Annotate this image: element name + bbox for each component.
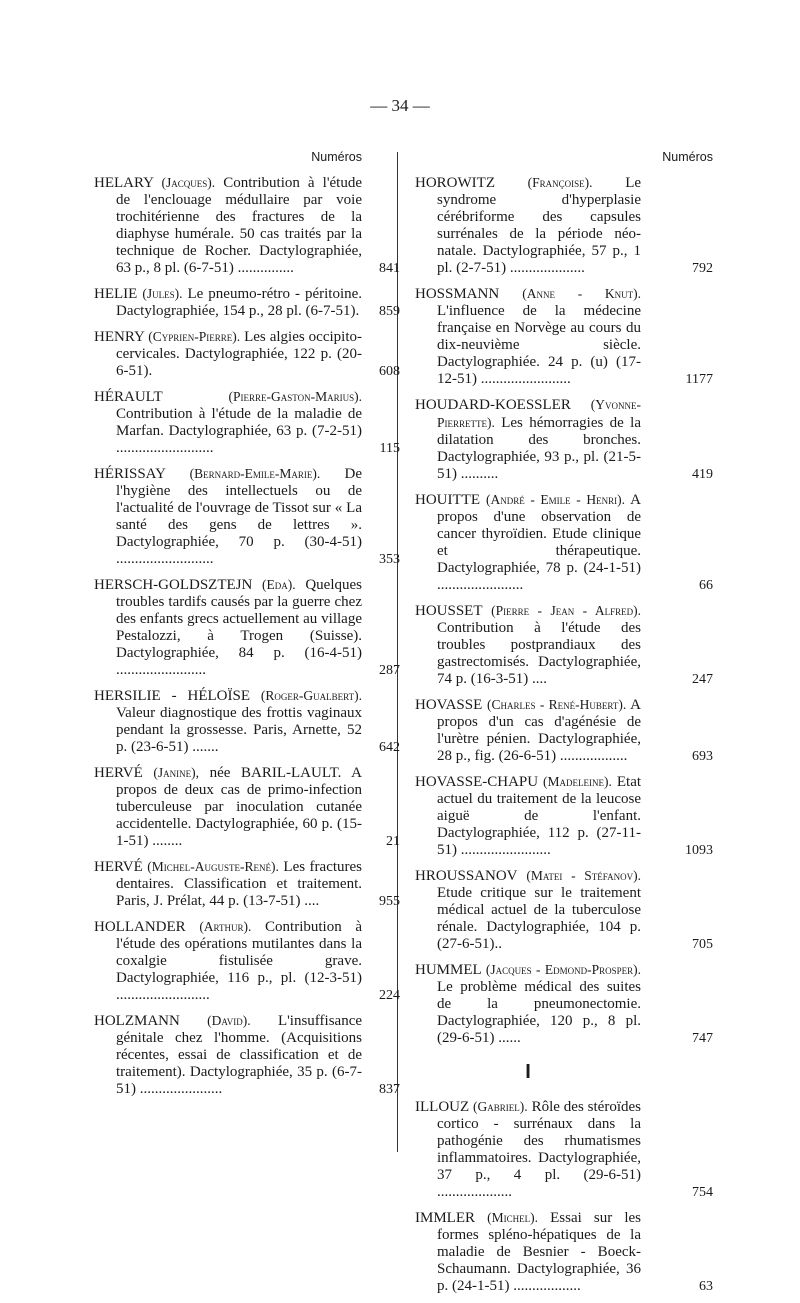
index-entry xyxy=(415,602,713,688)
entry-first-names: (André - Emile - Henri). xyxy=(485,492,625,507)
entry-surname: ILLOUZ xyxy=(415,1099,470,1115)
entry-description: Quelques troubles tardifs causés par la guerre chez des enfants grecs actuellement au village Pestalozzi, à Trogen (Suisse). Dactylographiée, 84 p. (16-4-51) ........................ xyxy=(116,577,362,678)
index-entry xyxy=(94,918,400,1004)
entry-number: 705 xyxy=(692,937,713,952)
entry-surname: HROUSSANOV xyxy=(415,868,518,884)
column-header-left: Numéros xyxy=(311,150,362,164)
entry-text xyxy=(415,1209,641,1295)
entry-number: 747 xyxy=(692,1031,713,1046)
index-entry xyxy=(94,687,400,756)
entry-text xyxy=(94,687,362,756)
entry-number: 792 xyxy=(692,261,713,276)
entry-text xyxy=(94,858,362,910)
entry-surname: HERVÉ xyxy=(94,859,143,875)
entry-description: Contribution à l'étude de la maladie de Marfan. Dactylographiée, 63 p. (7-2-51) .......................... xyxy=(116,406,362,456)
entry-number: 1093 xyxy=(685,843,713,858)
right-entry-list xyxy=(415,174,715,1047)
entry-surname: IMMLER xyxy=(415,1210,475,1226)
entry-description: née BARIL-LAULT. A propos de deux cas de primo-infection tuberculeuse par inoculation cutanée accidentelle. Dactylographiée, 60 p. (15-1-51) ........ xyxy=(116,765,363,849)
entry-description: Les algies occipito-cervicales. Dactylographiée, 122 p. (20-6-51). xyxy=(116,329,362,379)
index-entry xyxy=(415,867,713,953)
entry-number: 247 xyxy=(692,672,713,687)
entry-text xyxy=(415,491,641,594)
entry-first-names: (Anne - Knut). xyxy=(522,286,642,301)
entry-description: Valeur diagnostique des frottis vaginaux pendant la grossesse. Paris, Arnette, 52 p. (23-6-51) ....... xyxy=(116,705,362,755)
index-entry xyxy=(94,465,400,568)
right-column xyxy=(415,150,715,1303)
entry-number: 63 xyxy=(699,1279,713,1294)
entry-number: 754 xyxy=(692,1185,713,1200)
entry-description: Le syndrome d'hyperplasie cérébriforme des capsules surrénales de la période néo-natale. Dactylographiée, 57 p., 1 pl. (2-7-51) .................... xyxy=(437,175,642,276)
entry-text xyxy=(415,602,641,688)
entry-text xyxy=(415,867,641,953)
entry-description: L'influence de la médecine française en Norvège au cours du dix-neuvième siècle. Dactylographiée. 24 p. (u) (17-12-51) ........................ xyxy=(437,303,641,387)
index-entry xyxy=(415,285,713,388)
index-entry xyxy=(94,285,400,320)
entry-description: Le pneumo-rétro - péritoine. Dactylographiée, 154 p., 28 pl. (6-7-51). xyxy=(116,286,363,319)
entry-description: Contribution à l'étude de l'enclouage médullaire par voie trochitérienne des fractures de la diaphyse humérale. 50 cas traités par la technique de Rocher. Dactylographiée, 63 p., 8 pl. (6-7-51) ............... xyxy=(116,175,363,276)
entry-number: 287 xyxy=(379,663,400,678)
index-entry xyxy=(415,696,713,765)
right-entry-list-i xyxy=(415,1098,715,1295)
entry-surname: HERVÉ xyxy=(94,765,143,781)
entry-number: 353 xyxy=(379,552,400,567)
entry-number: 21 xyxy=(386,834,400,849)
column-header-right: Numéros xyxy=(662,150,713,164)
entry-number: 837 xyxy=(379,1082,400,1097)
entry-text xyxy=(415,174,641,277)
entry-number: 642 xyxy=(379,740,400,755)
entry-first-names: (Arthur). xyxy=(199,919,252,934)
index-entry xyxy=(94,576,400,679)
index-entry xyxy=(415,961,713,1047)
entry-description: Contribution à l'étude des troubles postprandiaux des gastrectomisés. Dactylographiée, 74 p. (16-3-51) .... xyxy=(437,620,641,687)
index-entry xyxy=(415,396,713,483)
entry-description: Les hémorragies de la dilatation des bronches. Dactylographiée, 93 p., pl. (21-5-51) .......... xyxy=(437,415,642,482)
entry-text xyxy=(415,1098,641,1201)
entry-text xyxy=(94,328,362,380)
entry-text xyxy=(94,918,362,1004)
entry-surname: HOSSMANN xyxy=(415,286,500,302)
index-entry xyxy=(415,174,713,277)
entry-number: 419 xyxy=(692,467,713,482)
entry-surname: HELARY xyxy=(94,175,154,191)
entry-first-names: (Madeleine). xyxy=(543,774,612,789)
entry-first-names: (Janine), xyxy=(153,765,200,780)
entry-first-names: (Michel-Auguste-René). xyxy=(147,859,279,874)
left-column xyxy=(94,150,454,1106)
entry-number: 608 xyxy=(379,364,400,379)
entry-surname: HOROWITZ xyxy=(415,175,495,191)
entry-text xyxy=(415,396,641,483)
entry-description: Etude critique sur le traitement médical actuel de la tuberculose rénale. Dactylographiée, 104 p. (27-6-51).. xyxy=(437,885,641,952)
entry-surname: HOLLANDER xyxy=(94,919,186,935)
entry-first-names: (David). xyxy=(207,1013,251,1028)
entry-description: Essai sur les formes spléno-hépatiques de la maladie de Besnier - Boeck-Schaumann. Dactylographiée, 36 p. (24-1-51) .................. xyxy=(437,1210,642,1294)
entry-number: 955 xyxy=(379,894,400,909)
index-entry xyxy=(415,1209,713,1295)
entry-first-names: (Bernard-Emile-Marie). xyxy=(189,466,321,481)
entry-first-names: (Françoise). xyxy=(527,175,593,190)
entry-description: Etat actuel du traitement de la leucose aiguë de l'enfant. Dactylographiée, 112 p. (27-11-51) ........................ xyxy=(437,774,642,858)
entry-first-names: (Gabriel). xyxy=(473,1099,528,1114)
index-entry xyxy=(94,1012,400,1098)
index-entry xyxy=(94,858,400,910)
entry-surname: HOUDARD-KOESSLER xyxy=(415,397,571,413)
entry-text xyxy=(415,285,641,388)
index-entry xyxy=(94,174,400,277)
entry-first-names: (Pierre - Jean - Alfred). xyxy=(491,603,641,618)
entry-text xyxy=(415,696,641,765)
entry-first-names: (Michel). xyxy=(487,1210,538,1225)
entry-description: Le problème médical des suites de la pneumonectomie. Dactylographiée, 120 p., 8 pl. (29-6-51) ...... xyxy=(437,979,641,1046)
entry-text xyxy=(94,764,362,850)
entry-surname: HOVASSE-CHAPU xyxy=(415,774,539,790)
entry-surname: HÉRISSAY xyxy=(94,466,166,482)
entry-surname: HOUSSET xyxy=(415,603,483,619)
entry-first-names: (Jacques - Edmond-Prosper). xyxy=(485,962,641,977)
index-entry xyxy=(94,764,400,850)
entry-first-names: (Jules). xyxy=(142,286,183,301)
entry-description: Rôle des stéroïdes cortico - surrénaux dans la pathogénie des rhumatismes inflammatoires. Dactylographiée, 37 p., 4 pl. (29-6-51) .................... xyxy=(437,1099,641,1200)
entry-surname: HÉRAULT xyxy=(94,389,163,405)
entry-description: De l'hygiène des intellectuels ou de l'actualité de l'ouvrage de Tissot sur « La santé des gens de lettres ». Dactylographiée, 70 p. (30-4-51) .......................... xyxy=(116,466,362,567)
entry-description: A propos d'une observation de cancer thyroïdien. Etude clinique et thérapeutique. Dactylographiée, 78 p. (24-1-51) ....................... xyxy=(437,492,641,593)
index-entry xyxy=(94,328,400,380)
entry-surname: HOVASSE xyxy=(415,697,483,713)
entry-text xyxy=(94,465,362,568)
entry-text xyxy=(415,773,641,859)
entry-text xyxy=(94,285,362,320)
entry-number: 841 xyxy=(379,261,400,276)
index-entry xyxy=(94,388,400,457)
index-entry xyxy=(415,491,713,594)
entry-number: 115 xyxy=(379,441,400,456)
entry-text xyxy=(94,576,362,679)
entry-surname: HERSCH-GOLDSZTEJN xyxy=(94,577,253,593)
entry-surname: HOUITTE xyxy=(415,492,480,508)
entry-text xyxy=(94,1012,362,1098)
entry-first-names: (Pierre-Gaston-Marius). xyxy=(228,389,362,404)
entry-number: 224 xyxy=(379,988,400,1003)
entry-number: 859 xyxy=(379,304,400,319)
entry-surname: HUMMEL xyxy=(415,962,482,978)
entry-text xyxy=(94,388,362,457)
entry-description: Contribution à l'étude des opérations mutilantes dans la coxalgie fistulisée grave. Dactylographiée, 116 p., pl. (12-3-51) ......................... xyxy=(116,919,363,1003)
entry-surname: HOLZMANN xyxy=(94,1013,180,1029)
entry-first-names: (Matei - Stéfanov). xyxy=(526,868,642,883)
entry-first-names: (Charles - René-Hubert). xyxy=(486,697,627,712)
entry-first-names: (Cyprien-Pierre). xyxy=(148,329,241,344)
index-entry xyxy=(415,1098,713,1201)
entry-description: L'insuffisance génitale chez l'homme. (Acquisitions récentes, essai de classification et de traitement). Dactylographiée, 35 p. (6-7-51) ...................... xyxy=(116,1013,363,1097)
entry-number: 693 xyxy=(692,749,713,764)
entry-surname: HELIE xyxy=(94,286,138,302)
entry-description: Les fractures dentaires. Classification et traitement. Paris, J. Prélat, 44 p. (13-7-51) .... xyxy=(116,859,363,909)
entry-first-names: (Yvonne-Pierrette). xyxy=(437,397,641,430)
left-entry-list xyxy=(94,174,454,1098)
entry-number: 1177 xyxy=(685,372,713,387)
entry-number: 66 xyxy=(699,578,713,593)
entry-text xyxy=(94,174,362,277)
entry-surname: HENRY xyxy=(94,329,145,345)
index-entry xyxy=(415,773,713,859)
entry-first-names: (Roger-Gualbert). xyxy=(260,688,362,703)
page-number: — 34 — xyxy=(370,96,430,115)
entry-first-names: (Eda). xyxy=(262,577,296,592)
entry-description: A propos d'un cas d'agénésie de l'urètre pénien. Dactylographiée, 28 p., fig. (26-6-51) .................. xyxy=(437,697,642,764)
entry-surname: HERSILIE - HÉLOÏSE xyxy=(94,688,250,704)
entry-first-names: (Jacques). xyxy=(161,175,216,190)
section-letter: I xyxy=(525,1061,531,1083)
entry-text xyxy=(415,961,641,1047)
